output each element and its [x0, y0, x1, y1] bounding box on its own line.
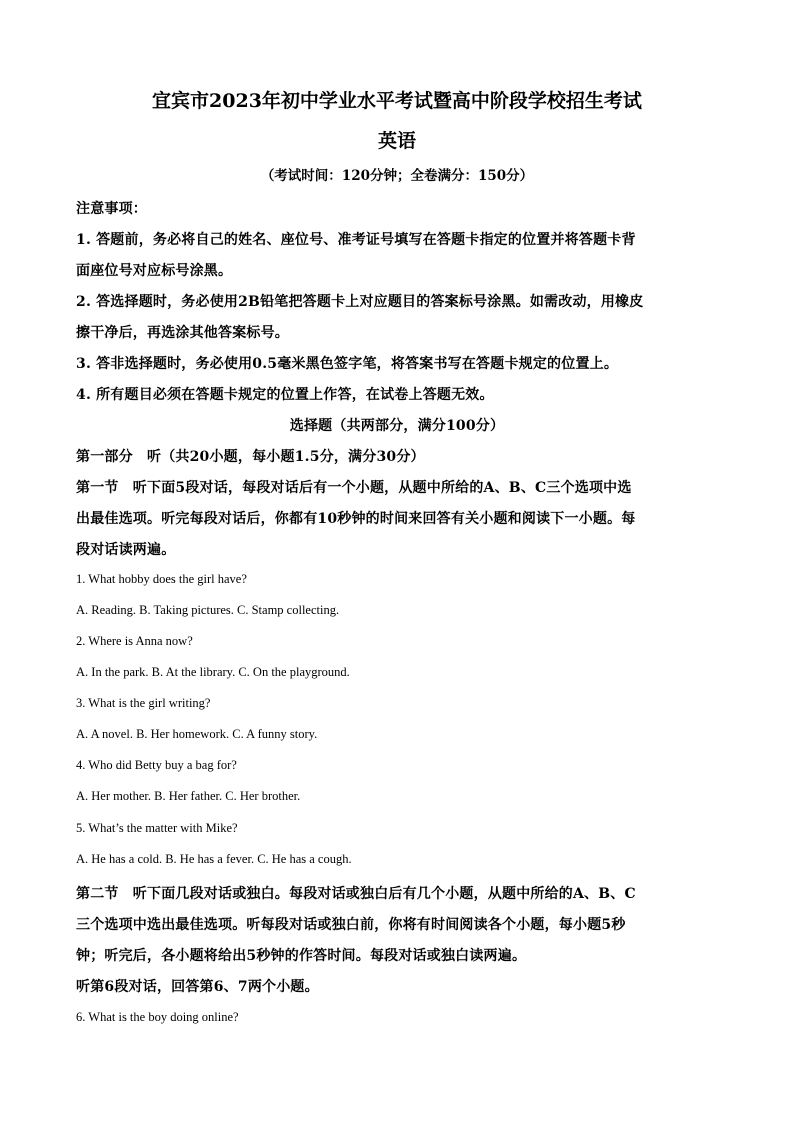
question-1: 1. What hobby does the girl have?: [76, 572, 247, 586]
dialog-6-intro: 听第6段对话，回答第6、7两个小题。: [76, 979, 319, 995]
question-1-options: A. Reading. B. Taking pictures. C. Stamp collecting.: [76, 603, 340, 617]
question-3: 3. What is the girl writing?: [76, 696, 211, 710]
exam-subject: 英语: [377, 130, 416, 152]
section-two-line-1: 第二节 听下面几段对话或独白。每段对话或独白后有几个小题，从题中所给的A、B、C: [76, 886, 636, 902]
notice-item-3: 3. 答非选择题时，务必使用0.5毫米黑色签字笔，将答案书写在答题卡规定的位置上。: [76, 356, 619, 372]
section-one-line-3: 段对话读两遍。: [76, 542, 176, 558]
question-3-options: A. A novel. B. Her homework. C. A funny story.: [76, 727, 318, 741]
notice-heading: 注意事项：: [76, 201, 147, 217]
notice-item-2-line-2: 擦干净后，再选涂其他答案标号。: [76, 325, 289, 341]
section-one-line-1: 第一节 听下面5段对话，每段对话后有一个小题，从题中所给的A、B、C三个选项中选: [76, 480, 632, 496]
section-two-line-3: 钟；听完后，各小题将给出5秒钟的作答时间。每段对话或独白读两遍。: [76, 948, 527, 964]
notice-item-1-line-2: 面座位号对应标号涂黑。: [76, 263, 233, 279]
question-4-options: A. Her mother. B. Her father. C. Her brother.: [76, 789, 301, 803]
notice-item-1-line-1: 1. 答题前，务必将自己的姓名、座位号、准考证号填写在答题卡指定的位置并将答题卡背: [76, 232, 636, 248]
question-5: 5. What’s the matter with Mike?: [76, 821, 238, 835]
section-two-line-2: 三个选项中选出最佳选项。听每段对话或独白前，你将有时间阅读各个小题，每小题5秒: [76, 917, 626, 933]
question-6: 6. What is the boy doing online?: [76, 1010, 239, 1024]
notice-item-2-line-1: 2. 答选择题时，务必使用2B铅笔把答题卡上对应题目的答案标号涂黑。如需改动，用橡皮: [76, 294, 644, 310]
question-5-options: A. He has a cold. B. He has a fever. C. He has a cough.: [76, 852, 352, 866]
exam-info: （考试时间：120分钟；全卷满分：150分）: [260, 168, 534, 184]
exam-title: 宜宾市2023年初中学业水平考试暨高中阶段学校招生考试: [152, 90, 642, 112]
question-2: 2. Where is Anna now?: [76, 634, 193, 648]
question-2-options: A. In the park. B. At the library. C. On the playground.: [76, 665, 350, 679]
question-4: 4. Who did Betty buy a bag for?: [76, 758, 237, 772]
notice-item-4: 4. 所有题目必须在答题卡规定的位置上作答，在试卷上答题无效。: [76, 387, 494, 403]
part-one-heading: 第一部分 听（共20小题，每小题1.5分，满分30分）: [76, 449, 425, 465]
section-one-line-2: 出最佳选项。听完每段对话后，你都有10秒钟的时间来回答有关小题和阅读下一小题。每: [76, 511, 636, 527]
choice-section-heading: 选择题（共两部分，满分100分）: [289, 418, 505, 434]
